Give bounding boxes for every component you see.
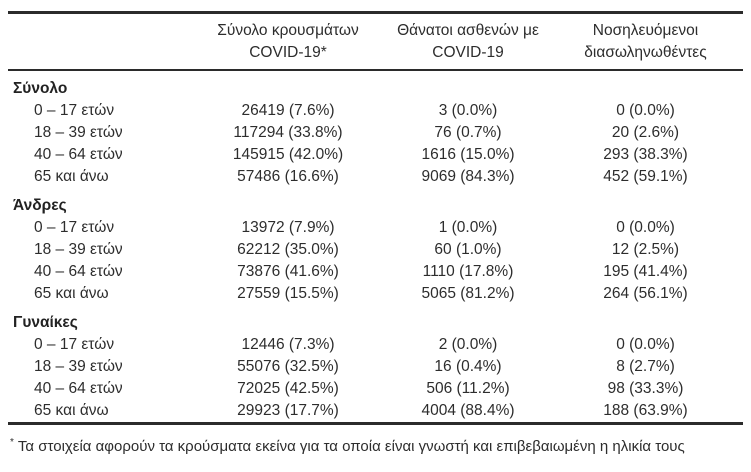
intubated-value: 0 (0.0%) xyxy=(616,336,675,353)
intubated-value: 452 (59.1%) xyxy=(603,168,688,185)
group-header-row xyxy=(8,188,743,217)
age-group-label: 18 – 39 ετών xyxy=(34,358,123,375)
column-header-line2: COVID-19* xyxy=(249,44,327,61)
deaths-value: 5065 (81.2%) xyxy=(421,285,515,302)
column-header-line2: COVID-19 xyxy=(432,44,504,61)
footnote xyxy=(8,433,745,456)
column-header-line1: Νοσηλευόμενοι xyxy=(592,22,699,39)
deaths-value: 9069 (84.3%) xyxy=(421,168,515,185)
age-group-label: 65 και άνω xyxy=(34,168,109,185)
age-group-label: 40 – 64 ετών xyxy=(34,263,123,280)
table-row xyxy=(8,283,743,305)
table-row xyxy=(8,217,743,239)
age-group-label: 0 – 17 ετών xyxy=(34,219,115,236)
age-group-label: 18 – 39 ετών xyxy=(34,241,123,258)
table-row xyxy=(8,378,743,400)
deaths-value: 506 (11.2%) xyxy=(426,380,510,397)
age-group-label: 0 – 17 ετών xyxy=(34,102,115,119)
column-header-total-cases xyxy=(188,13,388,71)
intubated-value: 0 (0.0%) xyxy=(616,219,675,236)
table-row xyxy=(8,239,743,261)
deaths-value: 76 (0.7%) xyxy=(434,124,502,141)
group-header-row xyxy=(8,70,743,100)
deaths-value: 1 (0.0%) xyxy=(438,219,498,236)
age-group-label: 40 – 64 ετών xyxy=(34,380,123,397)
cases-value: 12446 (7.3%) xyxy=(241,336,335,353)
table-row xyxy=(8,100,743,122)
table-row xyxy=(8,400,743,424)
intubated-value: 98 (33.3%) xyxy=(607,380,684,397)
intubated-value: 264 (56.1%) xyxy=(603,285,688,302)
group-label: Γυναίκες xyxy=(13,314,78,331)
footnote-asterisk: * xyxy=(10,437,14,448)
column-header-line1: Σύνολο κρουσμάτων xyxy=(217,22,359,39)
header-row xyxy=(8,13,743,71)
intubated-value: 195 (41.4%) xyxy=(603,263,688,280)
deaths-value: 2 (0.0%) xyxy=(438,336,498,353)
age-group-label: 40 – 64 ετών xyxy=(34,146,123,163)
group-label: Άνδρες xyxy=(13,197,67,214)
covid-age-sex-table xyxy=(8,11,743,425)
age-group-label: 18 – 39 ετών xyxy=(34,124,123,141)
header-empty-cell xyxy=(8,13,188,71)
column-header-line2: διασωληνωθέντες xyxy=(584,44,707,61)
deaths-value: 60 (1.0%) xyxy=(434,241,502,258)
table-row xyxy=(8,144,743,166)
cases-value: 73876 (41.6%) xyxy=(237,263,339,280)
column-header-line1: Θάνατοι ασθενών με xyxy=(397,22,539,39)
deaths-value: 1616 (15.0%) xyxy=(421,146,515,163)
age-group-label: 0 – 17 ετών xyxy=(34,336,115,353)
cases-value: 55076 (32.5%) xyxy=(237,358,339,375)
cases-value: 13972 (7.9%) xyxy=(241,219,335,236)
table-row xyxy=(8,356,743,378)
cases-value: 117294 (33.8%) xyxy=(233,124,343,141)
intubated-value: 12 (2.5%) xyxy=(611,241,680,258)
intubated-value: 8 (2.7%) xyxy=(616,358,675,375)
table-row xyxy=(8,122,743,144)
intubated-value: 20 (2.6%) xyxy=(611,124,680,141)
group-header-row xyxy=(8,305,743,334)
age-group-label: 65 και άνω xyxy=(34,285,109,302)
deaths-value: 3 (0.0%) xyxy=(438,102,498,119)
age-group-label: 65 και άνω xyxy=(34,402,109,419)
cases-value: 145915 (42.0%) xyxy=(232,146,344,163)
deaths-value: 1110 (17.8%) xyxy=(422,263,514,280)
column-header-deaths xyxy=(388,13,548,71)
table-row xyxy=(8,334,743,356)
intubated-value: 293 (38.3%) xyxy=(603,146,688,163)
deaths-value: 16 (0.4%) xyxy=(434,358,502,375)
cases-value: 57486 (16.6%) xyxy=(237,168,339,185)
group-label: Σύνολο xyxy=(13,80,68,97)
column-header-intubated xyxy=(548,13,743,71)
table-row xyxy=(8,166,743,188)
intubated-value: 188 (63.9%) xyxy=(603,402,688,419)
footnote-text: Τα στοιχεία αφορούν τα κρούσματα εκείνα για τα οποία είναι γνωστή και επιβεβαιωμένη η ηλικία τους xyxy=(17,438,685,455)
cases-value: 26419 (7.6%) xyxy=(241,102,335,119)
cases-value: 29923 (17.7%) xyxy=(237,402,339,419)
cases-value: 62212 (35.0%) xyxy=(237,241,339,258)
table-row xyxy=(8,261,743,283)
deaths-value: 4004 (88.4%) xyxy=(421,402,515,419)
cases-value: 27559 (15.5%) xyxy=(237,285,339,302)
intubated-value: 0 (0.0%) xyxy=(616,102,675,119)
cases-value: 72025 (42.5%) xyxy=(237,380,339,397)
